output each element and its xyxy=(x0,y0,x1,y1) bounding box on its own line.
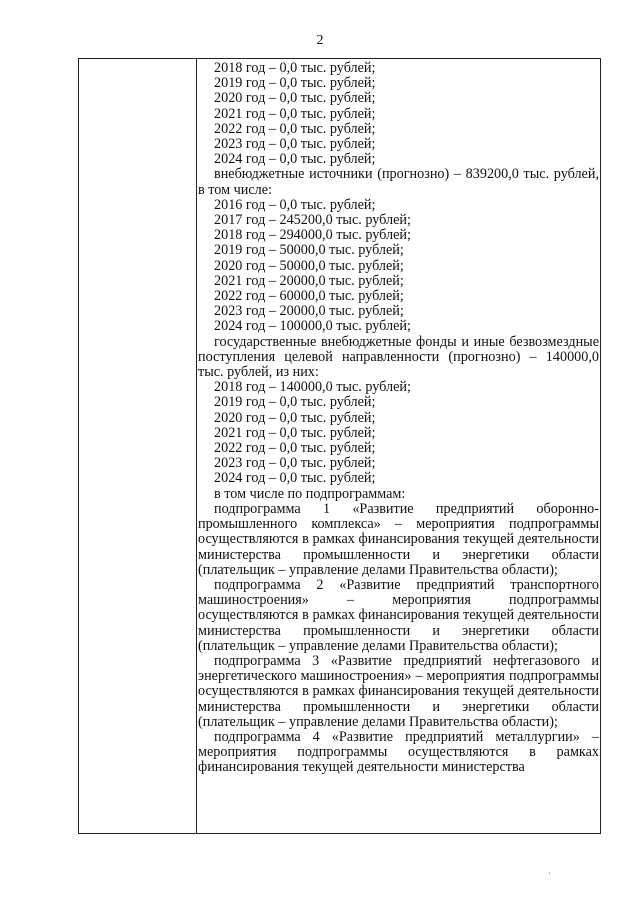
table-left-column xyxy=(79,59,196,833)
subprogram-2-paragraph: подпрограмма 2 «Развитие предприятий транспортного машиностроения» – мероприятия подпрограммы осуществляются в рамках финансирования текущей деятельности министерства промышленности и энергетики области (плательщик – управление делами Правительства области); xyxy=(198,576,599,654)
extrabudget-year-line: 2019 год – 50000,0 тыс. рублей; xyxy=(214,242,404,259)
funds-year-line: 2022 год – 0,0 тыс. рублей; xyxy=(214,440,376,457)
subprogram-4-paragraph: подпрограмма 4 «Развитие предприятий металлургии» – мероприятия подпрограммы осуществляются в рамках финансирования текущей деятельности министерства xyxy=(198,728,599,776)
extrabudget-year-line: 2023 год – 20000,0 тыс. рублей; xyxy=(214,303,404,320)
funds-year-line: 2018 год – 140000,0 тыс. рублей; xyxy=(214,379,411,396)
funds-year-line: 2023 год – 0,0 тыс. рублей; xyxy=(214,455,376,472)
budget-year-line: 2023 год – 0,0 тыс. рублей; xyxy=(214,136,376,153)
subprogram-1-paragraph: подпрограмма 1 «Развитие предприятий оборонно-промышленного комплекса» – мероприятия подпрограммы осуществляются в рамках финансирования текущей деятельности министерства промышленности и энергетики области (плательщик – управление делами Правительства области); xyxy=(198,500,599,578)
funds-year-line: 2020 год – 0,0 тыс. рублей; xyxy=(214,409,376,426)
extrabudget-paragraph: внебюджетные источники (прогнозно) – 839200,0 тыс. рублей, в том числе: xyxy=(198,166,599,198)
extrabudget-year-line: 2024 год – 100000,0 тыс. рублей; xyxy=(214,318,411,335)
funds-year-line: 2019 год – 0,0 тыс. рублей; xyxy=(214,394,376,411)
funds-paragraph: государственные внебюджетные фонды и иные безвозмездные поступления целевой направленности (прогнозно) – 140000,0 тыс. рублей, из них: xyxy=(198,333,599,381)
funds-year-line: 2021 год – 0,0 тыс. рублей; xyxy=(214,424,376,441)
page-number: 2 xyxy=(316,33,324,48)
budget-year-line: 2024 год – 0,0 тыс. рублей; xyxy=(214,151,376,168)
funds-year-line: 2024 год – 0,0 тыс. рублей; xyxy=(214,470,376,487)
passport-table xyxy=(78,58,601,834)
budget-year-line: 2020 год – 0,0 тыс. рублей; xyxy=(214,90,376,107)
extrabudget-year-line: 2016 год – 0,0 тыс. рублей; xyxy=(214,196,376,213)
extrabudget-year-line: 2020 год – 50000,0 тыс. рублей; xyxy=(214,257,404,274)
extrabudget-year-line: 2021 год – 20000,0 тыс. рублей; xyxy=(214,272,404,289)
budget-year-line: 2019 год – 0,0 тыс. рублей; xyxy=(214,75,376,92)
table-right-column xyxy=(198,61,599,776)
extrabudget-year-line: 2017 год – 245200,0 тыс. рублей; xyxy=(214,212,411,229)
scan-mark: · xyxy=(548,868,551,878)
budget-year-line: 2022 год – 0,0 тыс. рублей; xyxy=(214,120,376,137)
column-divider xyxy=(196,59,197,833)
extrabudget-year-line: 2022 год – 60000,0 тыс. рублей; xyxy=(214,288,404,305)
subprograms-intro: в том числе по подпрограммам: xyxy=(214,485,406,502)
subprogram-3-paragraph: подпрограмма 3 «Развитие предприятий нефтегазового и энергетического машиностроения» – мероприятия подпрограммы осуществляются в рамках финансирования текущей деятельности министерства промышленности и энергетики области (плательщик – управление делами Правительства области); xyxy=(198,652,599,730)
budget-year-line: 2018 год – 0,0 тыс. рублей; xyxy=(214,60,376,76)
extrabudget-year-line: 2018 год – 294000,0 тыс. рублей; xyxy=(214,227,411,244)
budget-year-line: 2021 год – 0,0 тыс. рублей; xyxy=(214,105,376,122)
